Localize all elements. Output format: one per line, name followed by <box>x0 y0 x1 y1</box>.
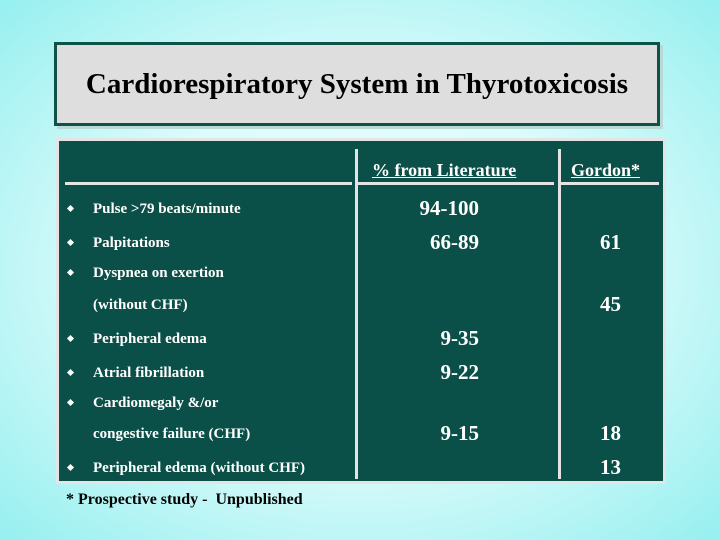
row-label: congestive failure (CHF) <box>93 426 251 442</box>
row-label: Atrial fibrillation <box>93 365 205 381</box>
literature-value: 94-100 <box>419 196 479 220</box>
bullet-icon <box>67 464 74 471</box>
literature-value: 9-15 <box>440 421 479 445</box>
gordon-value: 45 <box>600 292 621 316</box>
bullet-icon <box>67 205 74 212</box>
header-underline-middle <box>358 182 554 185</box>
table-row <box>59 260 663 290</box>
literature-value: 9-35 <box>440 326 479 350</box>
bullet-icon <box>67 239 74 246</box>
literature-value: 9-22 <box>440 360 479 384</box>
table-row <box>59 360 663 390</box>
header-literature: % from Literature <box>372 160 517 180</box>
table-row <box>59 230 663 260</box>
bullet-icon <box>67 399 74 406</box>
table-row <box>59 326 663 356</box>
table-row <box>59 390 663 420</box>
row-label: Cardiomegaly &/or <box>93 395 219 411</box>
table-row <box>59 196 663 226</box>
gordon-value: 61 <box>600 230 621 254</box>
gordon-value: 13 <box>600 455 621 479</box>
bullet-icon <box>67 369 74 376</box>
gordon-value: 18 <box>600 421 621 445</box>
data-table <box>56 138 666 484</box>
row-label: (without CHF) <box>93 297 188 313</box>
table-row <box>59 292 663 322</box>
header-gordon: Gordon* <box>571 160 641 180</box>
row-label: Pulse >79 beats/minute <box>93 201 241 217</box>
header-underline-right <box>561 182 659 185</box>
row-label: Peripheral edema (without CHF) <box>93 460 306 476</box>
literature-value: 66-89 <box>430 230 479 254</box>
table-row <box>59 455 663 485</box>
row-label: Peripheral edema <box>93 331 207 347</box>
table-row <box>59 421 663 451</box>
row-label: Dyspnea on exertion <box>93 265 224 281</box>
slide-title: Cardiorespiratory System in Thyrotoxicosis <box>85 67 629 100</box>
row-label: Palpitations <box>93 235 170 251</box>
title-box <box>54 42 660 126</box>
bullet-icon <box>67 269 74 276</box>
bullet-icon <box>67 335 74 342</box>
footnote: * Prospective study - Unpublished <box>66 491 303 508</box>
header-underline-left <box>65 182 352 185</box>
